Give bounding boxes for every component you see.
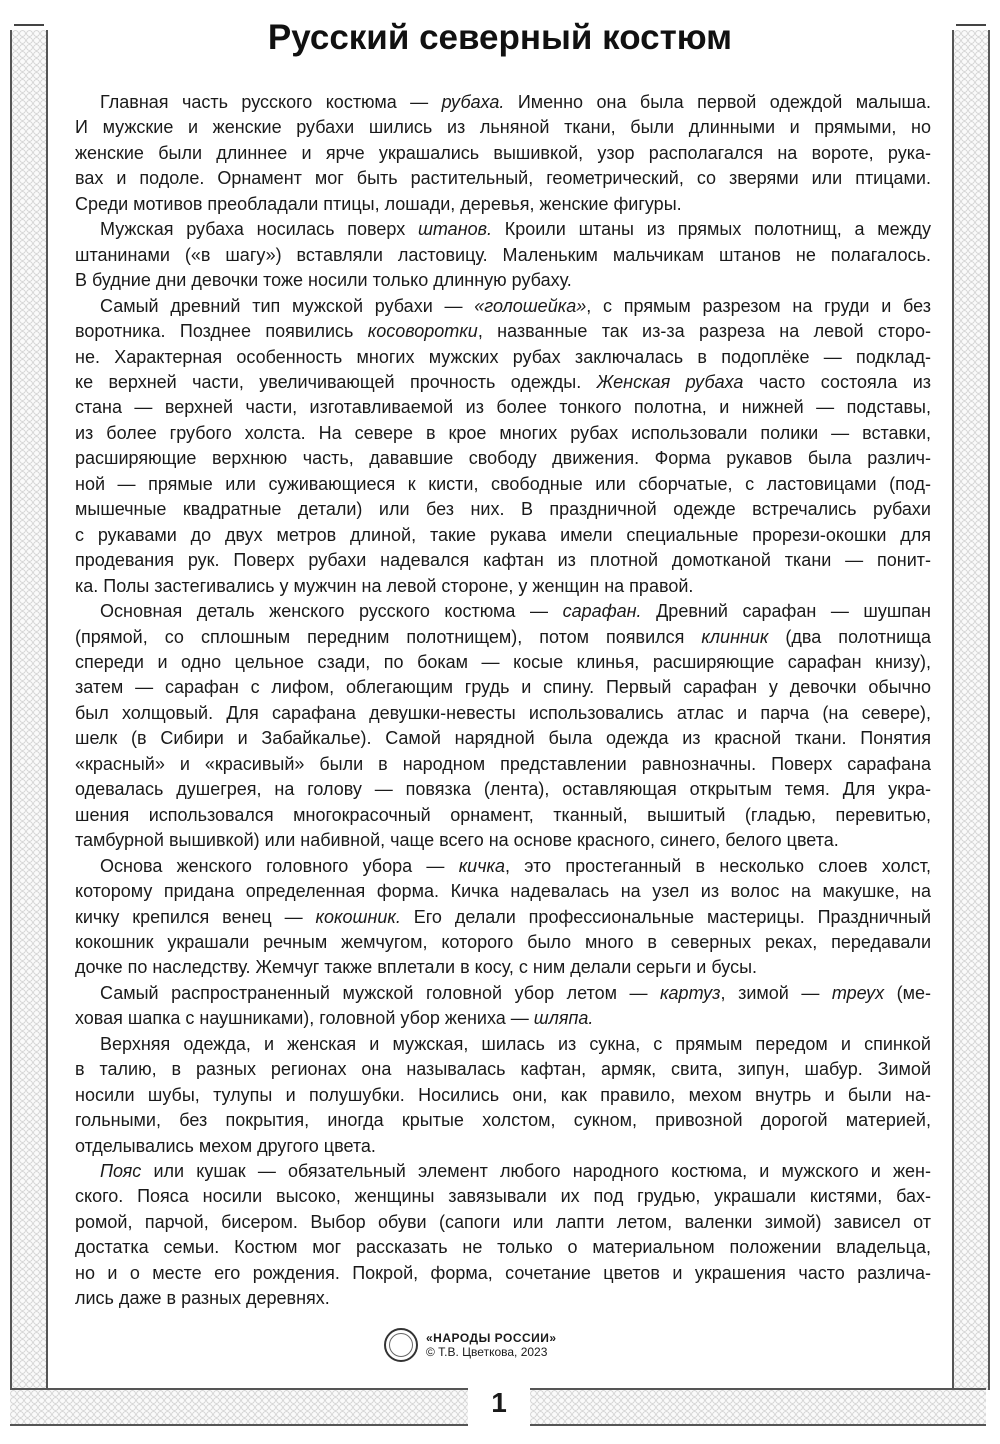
text-run: дочке по наследству. Жемчуг также вплетали в косу, с ним делали серьги и бусы. (75, 957, 758, 978)
text-line (75, 1083, 931, 1108)
text-run: (два полотнища (768, 626, 931, 647)
text-run: мышечные квадратные детали) или без них. В праздничной одежде встречались рубахи (75, 499, 931, 520)
text-line (75, 1057, 931, 1082)
text-line (75, 930, 931, 955)
series-title: «НАРОДЫ РОССИИ» (426, 1331, 557, 1345)
text-run: В будние дни девочки тоже носили только длинную рубаху. (75, 270, 572, 291)
text-run: ке верхней части, увеличивающей прочность одежды. (75, 371, 597, 392)
text-run: гольными, без покрытия, иногда крытые холстом, сукном, привозной дорогой материей, (75, 1110, 931, 1131)
text-run: (ме- (884, 982, 931, 1003)
italic-term: косоворотки (367, 321, 478, 342)
italic-term: «голошейка» (474, 295, 587, 316)
text-line (75, 1286, 931, 1311)
text-line (75, 1210, 931, 1235)
italic-term: шляпа. (533, 1008, 594, 1029)
text-run: , названные так из-за разреза на левой сторо- (477, 321, 931, 342)
text-line (75, 1235, 931, 1260)
text-run: Древний сарафан — шушпан (641, 601, 931, 622)
text-run: стана — верхней части, изготавливаемой из более тонкого полотна, и нижней — подставы, (75, 397, 931, 418)
text-run: шелк (в Сибири и Забайкалье). Самой нарядной была одежда из красной ткани. Понятия (75, 728, 931, 749)
text-line (75, 395, 931, 420)
paragraph (75, 981, 931, 1032)
text-line (75, 115, 931, 140)
article-body (75, 90, 931, 1312)
ornamental-border-left (10, 30, 48, 1390)
text-run: продевания рук. Поверх рубахи надевался кафтан из плотной домотканой ткани — понит- (75, 550, 931, 571)
text-run: спереди и одно цельное сзади, по бокам — косые клинья, расширяющие сарафан книзу), (75, 651, 931, 672)
page-title: Русский северный костюм (267, 18, 733, 57)
text-line (75, 905, 931, 930)
ornamental-border-bottom-right (530, 1388, 986, 1426)
text-run: был холщовый. Для сарафана девушки-невесты использовались атлас и парча (на севере), (75, 702, 931, 723)
text-line (75, 370, 931, 395)
italic-term: треух (831, 982, 885, 1003)
text-run: Среди мотивов преобладали птицы, лошади, деревья, женские фигуры. (75, 193, 682, 214)
text-line (75, 421, 931, 446)
text-line (75, 345, 931, 370)
text-line (75, 446, 931, 471)
text-line (75, 523, 931, 548)
text-run: , зимой — (720, 982, 832, 1003)
paragraph (75, 1032, 931, 1159)
text-line (75, 803, 931, 828)
text-run: ского. Пояса носили высоко, женщины завязывали их под грудью, украшали кистями, бах- (75, 1186, 931, 1207)
italic-term: сарафан. (562, 601, 642, 622)
text-run: лись даже в разных деревнях. (75, 1288, 330, 1309)
text-run: вах и подоле. Орнамент мог быть растительный, геометрический, со зверями или птицами. (75, 168, 931, 189)
copyright: © Т.В. Цветкова, 2023 (426, 1345, 548, 1359)
text-line (75, 217, 931, 242)
text-run: , это простеганный в несколько слоев холст, (505, 855, 932, 876)
text-line (75, 625, 931, 650)
text-run: часто состояла из (743, 371, 932, 392)
paragraph (75, 294, 931, 599)
text-run: Именно она была первой одеждой малыша. (504, 92, 932, 112)
text-line (75, 1006, 931, 1031)
text-run: (прямой, со сплошным передним полотнищем), потом появился (75, 626, 702, 647)
text-line (75, 90, 931, 115)
text-run: которому придана определенная форма. Кичка надевалась на узел из волос на макушке, на (75, 881, 931, 902)
text-line (75, 268, 931, 293)
text-line (75, 854, 931, 879)
text-run: Кроили штаны из прямых полотнищ, а между (492, 219, 931, 240)
text-line (75, 192, 931, 217)
text-run: одевалась душегрея, на голову — повязка (лента), оставляющая открытым темя. Для укра- (75, 779, 931, 800)
text-run: И мужские и женские рубахи шились из льняной ткани, были длинными и прямыми, но (75, 117, 931, 138)
text-line (75, 1032, 931, 1057)
text-run: женские были длиннее и ярче украшались вышивкой, узор располагался на вороте, рука- (75, 142, 931, 163)
text-line (75, 879, 931, 904)
text-line (75, 1108, 931, 1133)
text-line (75, 166, 931, 191)
text-run: Самый древний тип мужской рубахи — (100, 295, 475, 316)
text-line (75, 294, 931, 319)
text-line (75, 981, 931, 1006)
ornamental-border-right (952, 30, 990, 1390)
text-run: кокошник украшали речным жемчугом, которого было много в северных реках, передавали (75, 931, 931, 952)
text-run: Его делали профессиональные мастерицы. Праздничный (400, 906, 931, 927)
text-run: ховая шапка с наушниками), головной убор жениха — (75, 1008, 534, 1029)
text-run: шения использовался многокрасочный орнамент, тканный, вышитый (гладью, перевитью, (75, 804, 931, 825)
text-run: носили шубы, тулупы и полушубки. Носились они, как правило, мехом внутрь и были на- (75, 1084, 931, 1105)
text-run: ка. Полы застегивались у мужчин на левой стороне, у женщин на правой. (75, 575, 694, 596)
italic-term: штанов. (417, 219, 493, 240)
text-line (75, 599, 931, 624)
text-run: но и о месте его рождения. Покрой, форма, сочетание цветов и украшения часто различа- (75, 1262, 931, 1283)
text-run: «красный» и «красивый» были в народном представлении равнозначны. Поверх сарафана (75, 753, 931, 774)
italic-term: Пояс (100, 1161, 142, 1182)
text-run: ромой, парчой, бисером. Выбор обуви (сапоги или лапти летом, валенки зимой) зависел от (75, 1211, 931, 1232)
text-run: Основа женского головного убора — (100, 855, 459, 876)
publisher-logo (384, 1328, 418, 1362)
text-run: штанинами («в шагу») вставляли ластовицу. Маленьким мальчикам штанов не полагалось. (75, 244, 931, 265)
text-line (75, 574, 931, 599)
text-run: с рукавами до двух метров длиной, такие рукава имели специальные прорези-окошки для (75, 524, 931, 545)
text-run: не. Характерная особенность многих мужских рубах заключалась в подоплёке — подклад- (75, 346, 931, 367)
text-run: воротника. Позднее появились (75, 321, 368, 342)
italic-term: рубаха. (441, 92, 505, 112)
text-line (75, 1159, 931, 1184)
text-run: отделывались мехом другого цвета. (75, 1135, 376, 1156)
text-line (75, 497, 931, 522)
text-line (75, 752, 931, 777)
text-run: ной — прямые или суживающиеся к кисти, свободные или сборчатые, с ластовицами (под- (75, 473, 931, 494)
text-run: в талию, в разных регионах она называлась кафтан, армяк, свита, зипун, шабур. Зимой (75, 1059, 931, 1080)
text-line (75, 1184, 931, 1209)
text-run: Мужская рубаха носилась поверх (100, 219, 418, 240)
text-run: Самый распространенный мужской головной убор летом — (100, 982, 661, 1003)
text-run: из более грубого холста. На севере в крое многих рубах использовали полики — вставки, (75, 422, 931, 443)
paragraph (75, 1159, 931, 1312)
text-run: , с прямым разрезом на груди и без (586, 295, 932, 316)
italic-term: картуз (660, 982, 721, 1003)
italic-term: кичка (458, 855, 506, 876)
ornamental-border-bottom-left (10, 1388, 468, 1426)
text-line (75, 141, 931, 166)
text-run: расширяющие верхнюю часть, дававшие свободу движения. Форма рукавов была различ- (75, 448, 931, 469)
text-run: Главная часть русского костюма — (100, 92, 442, 112)
text-line (75, 243, 931, 268)
text-line (75, 828, 931, 853)
text-run: затем — сарафан с лифом, облегающим грудь и спину. Первый сарафан у девочки обычно (75, 677, 931, 698)
text-run: или кушак — обязательный элемент любого народного костюма, и мужского и жен- (141, 1161, 931, 1182)
text-run: достатка семьи. Костюм мог рассказать не только о материальном положении владельца, (75, 1237, 931, 1258)
paragraph (75, 854, 931, 981)
text-line (75, 726, 931, 751)
italic-term: клинник (701, 626, 769, 647)
text-line (75, 955, 931, 980)
text-line (75, 701, 931, 726)
text-line (75, 650, 931, 675)
text-line (75, 319, 931, 344)
text-line (75, 472, 931, 497)
text-line (75, 777, 931, 802)
text-run: Верхняя одежда, и женская и мужская, шилась из сукна, с прямым передом и спинкой (100, 1033, 931, 1054)
text-run: Основная деталь женского русского костюма — (100, 601, 563, 622)
text-line (75, 548, 931, 573)
text-run: тамбурной вышивкой) или набивной, чаще всего на основе красного, синего, белого цвета. (75, 830, 839, 851)
page-number: 1 (491, 1387, 507, 1418)
text-line (75, 1134, 931, 1159)
paragraph (75, 599, 931, 854)
paragraph (75, 217, 931, 293)
italic-term: Женская рубаха (596, 371, 744, 392)
paragraph (75, 90, 931, 217)
text-line (75, 1261, 931, 1286)
text-run: кичку крепился венец — (75, 906, 316, 927)
text-line (75, 675, 931, 700)
publisher-footer (384, 1328, 557, 1362)
italic-term: кокошник. (315, 906, 401, 927)
